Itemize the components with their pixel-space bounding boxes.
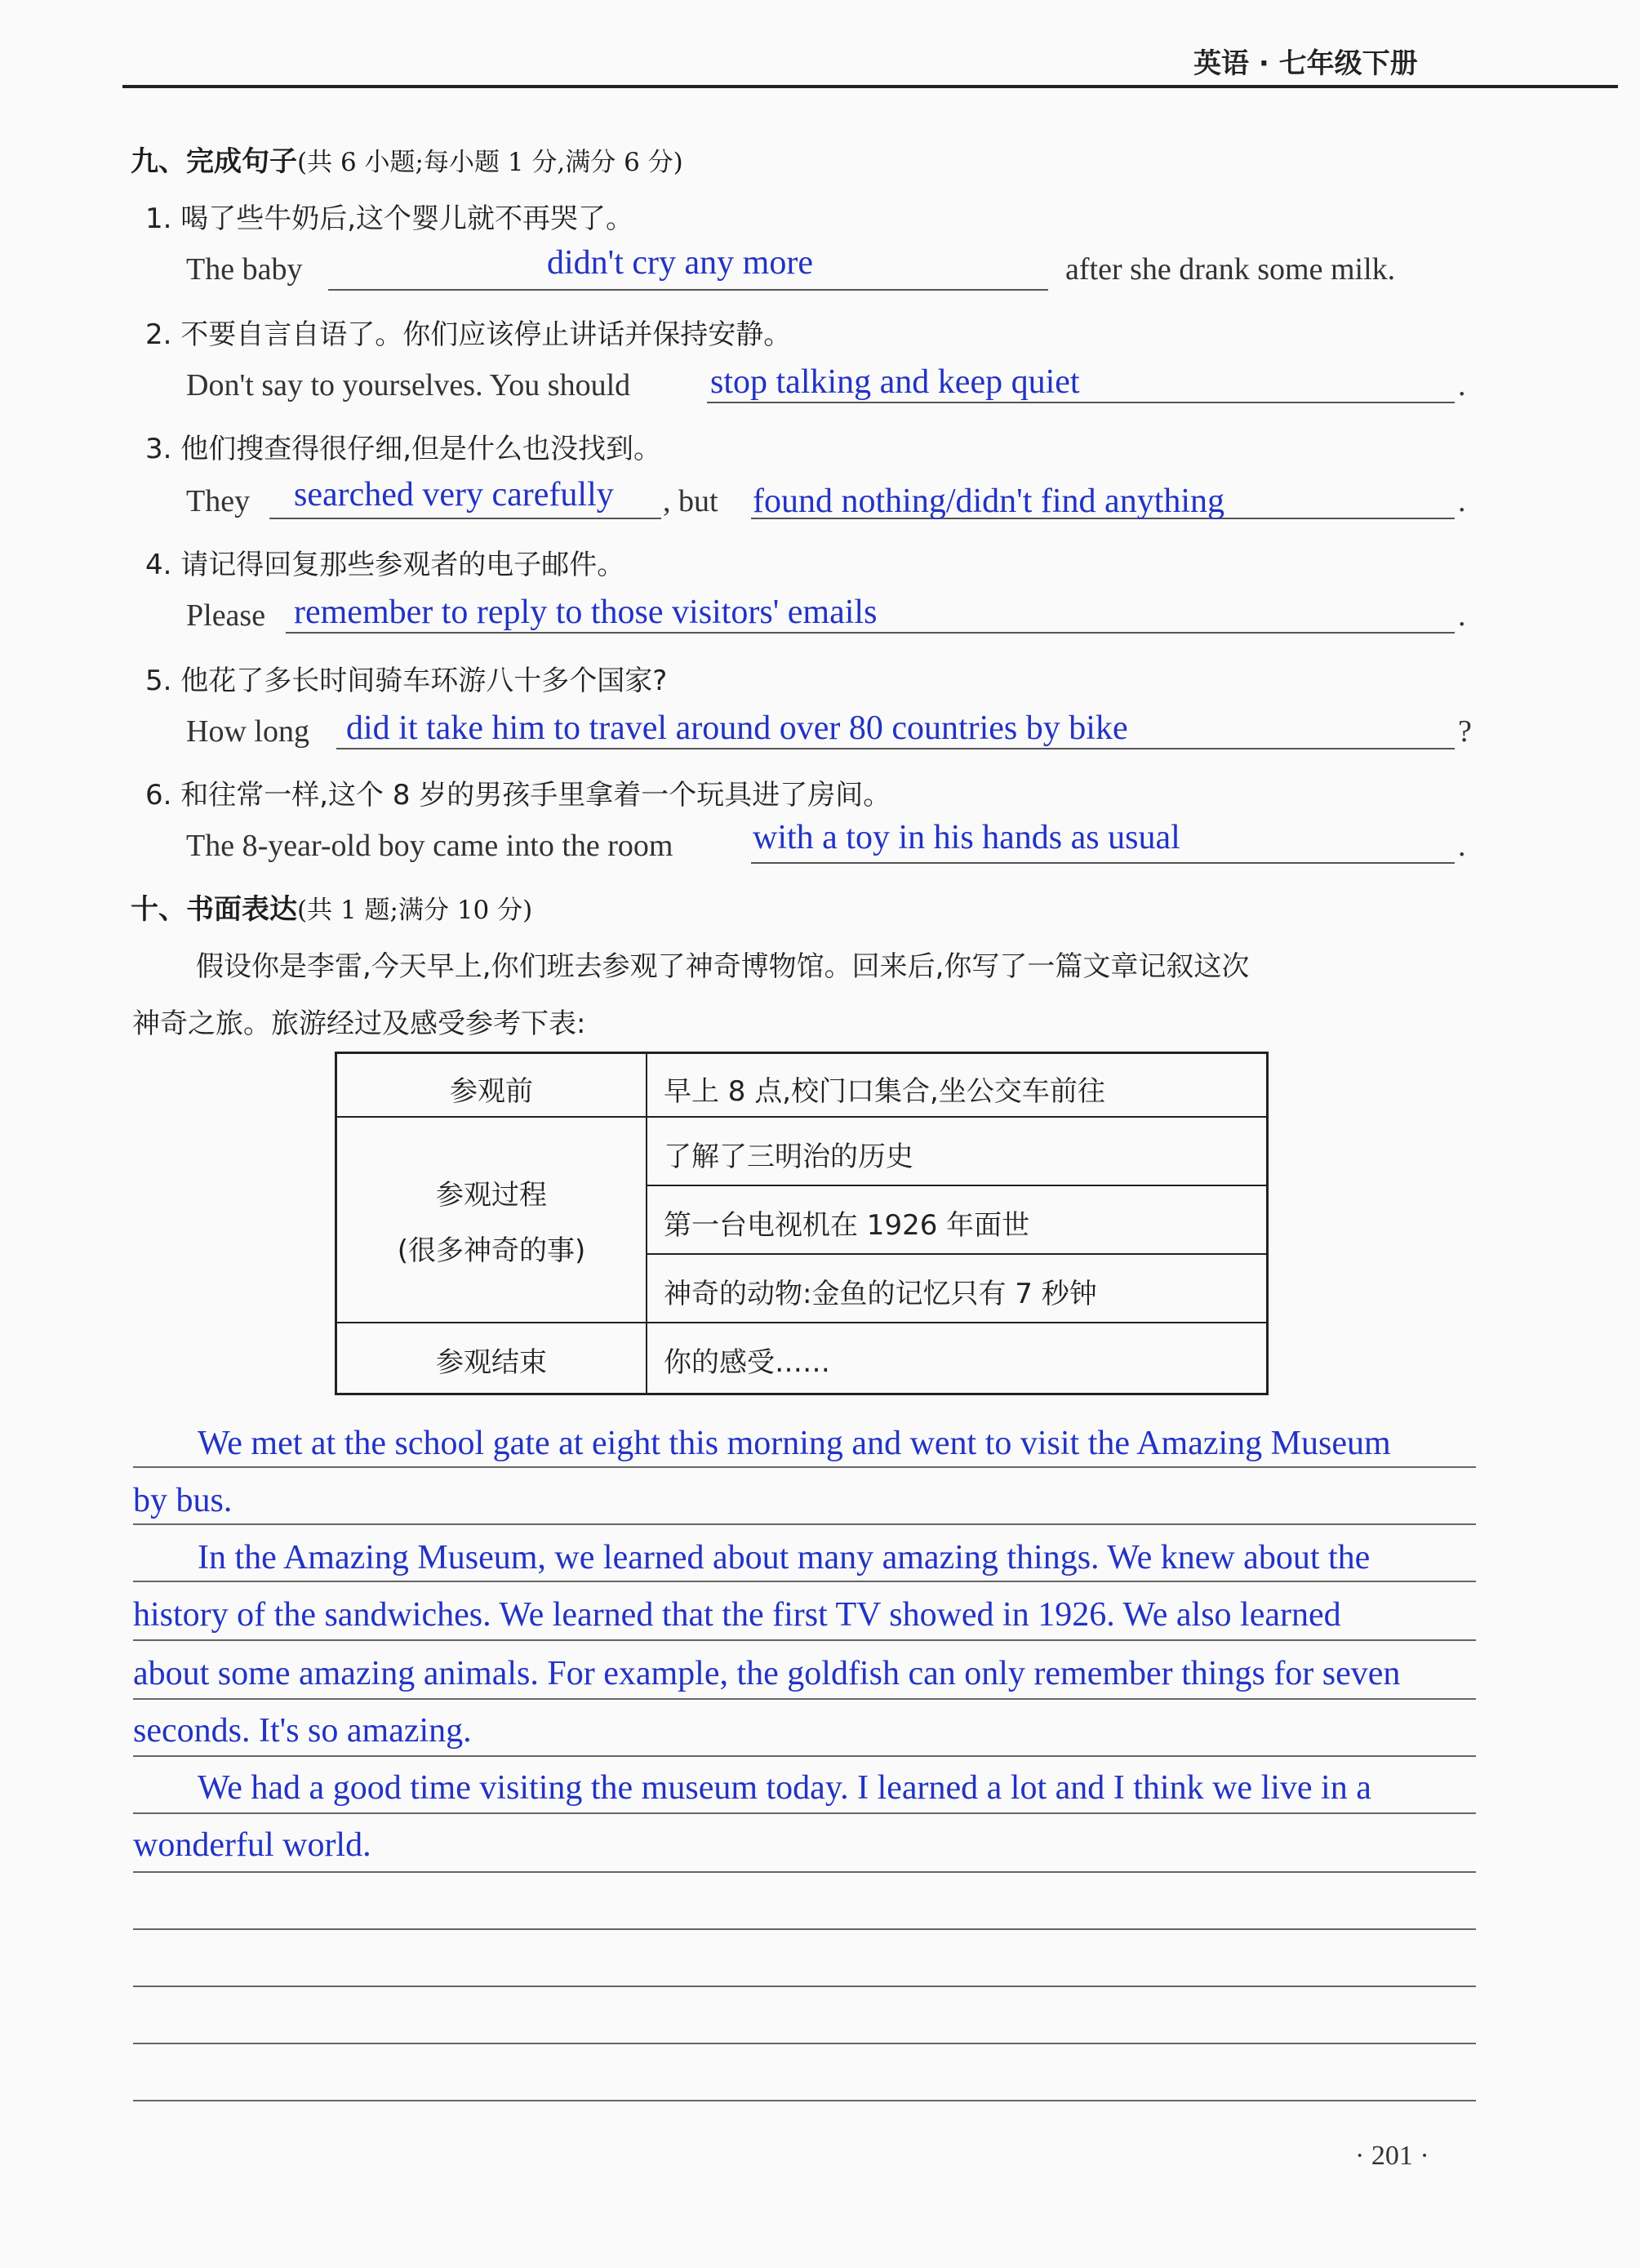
table-label-before-visit: 参观前: [450, 1075, 533, 1108]
essay-line-1: We met at the school gate at eight this morning and went to visit the Amazing Museum: [198, 1425, 1391, 1462]
table-value-during-1: 了解了三明治的历史: [664, 1141, 913, 1173]
q2-prefix: Don't say to yourselves. You should: [186, 368, 631, 402]
essay-line-5: about some amazing animals. For example, the goldfish can only remember things for seven: [133, 1655, 1401, 1692]
q3-suffix: .: [1458, 484, 1466, 518]
q2-suffix: .: [1458, 368, 1466, 402]
table-label-during-visit-note: (很多神奇的事): [397, 1234, 586, 1267]
q3-answer-1: searched very carefully: [294, 476, 614, 514]
q1-suffix: after she drank some milk.: [1065, 252, 1396, 287]
table-row-divider-1: [337, 1116, 1266, 1118]
essay-line-6: seconds. It's so amazing.: [133, 1712, 472, 1750]
table-row-divider-3: [646, 1253, 1266, 1255]
table-label-after-visit: 参观结束: [436, 1346, 547, 1379]
section-9-heading: 九、完成句子: [131, 145, 297, 178]
q5-suffix: ?: [1458, 714, 1472, 749]
q1-answer: didn't cry any more: [547, 244, 813, 282]
q2-blank-line: [707, 402, 1455, 403]
table-value-during-3: 神奇的动物:金鱼的记忆只有 7 秒钟: [664, 1278, 1097, 1310]
q1-chinese: 1. 喝了些牛奶后,这个婴儿就不再哭了。: [145, 202, 634, 235]
q4-answer: remember to reply to those visitors' emails: [294, 594, 878, 631]
essay-line-3: In the Amazing Museum, we learned about many amazing things. We knew about the: [198, 1539, 1371, 1576]
q3-prefix: They: [186, 484, 251, 518]
q2-chinese: 2. 不要自言自语了。你们应该停止讲话并保持安静。: [145, 318, 792, 351]
page-number: · 201 ·: [1355, 2141, 1429, 2171]
q5-chinese: 5. 他花了多长时间骑车环游八十多个国家?: [145, 665, 668, 697]
section-10-note: (共 1 题;满分 10 分): [297, 896, 533, 925]
visit-reference-table: [335, 1052, 1269, 1395]
table-value-before-visit: 早上 8 点,校门口集合,坐公交车前往: [664, 1075, 1105, 1108]
table-row-divider-2: [646, 1185, 1266, 1186]
q4-blank-line: [286, 632, 1455, 634]
q6-prefix: The 8-year-old boy came into the room: [186, 829, 673, 863]
writing-rule-2: [133, 1523, 1476, 1525]
q4-prefix: Please: [186, 598, 266, 633]
q5-answer: did it take him to travel around over 80 countries by bike: [346, 709, 1128, 747]
writing-rule-1: [133, 1466, 1476, 1468]
q1-prefix: The baby: [186, 252, 303, 287]
q3-middle: , but: [663, 484, 718, 518]
table-value-after-visit: 你的感受……: [664, 1346, 830, 1379]
writing-rule-7: [133, 1812, 1476, 1814]
section-9-note: (共 6 小题;每小题 1 分,满分 6 分): [297, 148, 683, 177]
writing-rule-6: [133, 1755, 1476, 1757]
q6-blank-line: [751, 862, 1455, 864]
header-rule: [122, 85, 1618, 88]
essay-line-4: history of the sandwiches. We learned that the first TV showed in 1926. We also learned: [133, 1596, 1341, 1634]
essay-line-7: We had a good time visiting the museum today. I learned a lot and I think we live in a: [198, 1769, 1371, 1807]
essay-line-2: by bus.: [133, 1482, 233, 1519]
q2-answer: stop talking and keep quiet: [710, 363, 1080, 401]
section-10-heading: 十、书面表达: [131, 893, 297, 926]
essay-line-8: wonderful world.: [133, 1826, 371, 1864]
writing-rule-12: [133, 2100, 1476, 2101]
table-row-divider-4: [337, 1322, 1266, 1323]
writing-prompt-line-1: 假设你是李雷,今天早上,你们班去参观了神奇博物馆。回来后,你写了一篇文章记叙这次: [196, 950, 1250, 983]
q6-chinese: 6. 和往常一样,这个 8 岁的男孩手里拿着一个玩具进了房间。: [145, 779, 891, 812]
running-header: 英语 · 七年级下册: [1193, 47, 1418, 80]
section-9-title: [131, 139, 683, 179]
writing-rule-10: [133, 1986, 1476, 1987]
q1-blank-line: [328, 289, 1048, 291]
q6-answer: with a toy in his hands as usual: [753, 819, 1180, 856]
q4-suffix: .: [1458, 598, 1466, 633]
section-10-title: [131, 887, 532, 927]
writing-rule-5: [133, 1698, 1476, 1700]
q3-chinese: 3. 他们搜查得很仔细,但是什么也没找到。: [145, 433, 662, 465]
writing-rule-9: [133, 1928, 1476, 1930]
writing-rule-8: [133, 1871, 1476, 1873]
q3-answer-2: found nothing/didn't find anything: [753, 483, 1225, 520]
q6-suffix: .: [1458, 829, 1466, 863]
table-column-divider: [646, 1054, 647, 1393]
q5-blank-line: [336, 748, 1455, 749]
q4-chinese: 4. 请记得回复那些参观者的电子邮件。: [145, 549, 625, 581]
q3-blank-line-1: [269, 518, 661, 519]
table-value-during-2: 第一台电视机在 1926 年面世: [664, 1209, 1030, 1242]
writing-rule-3: [133, 1581, 1476, 1582]
writing-prompt-line-2: 神奇之旅。旅游经过及感受参考下表:: [132, 1007, 586, 1040]
writing-rule-11: [133, 2043, 1476, 2044]
writing-rule-4: [133, 1639, 1476, 1641]
table-label-during-visit: 参观过程: [436, 1179, 547, 1212]
q5-prefix: How long: [186, 714, 309, 749]
